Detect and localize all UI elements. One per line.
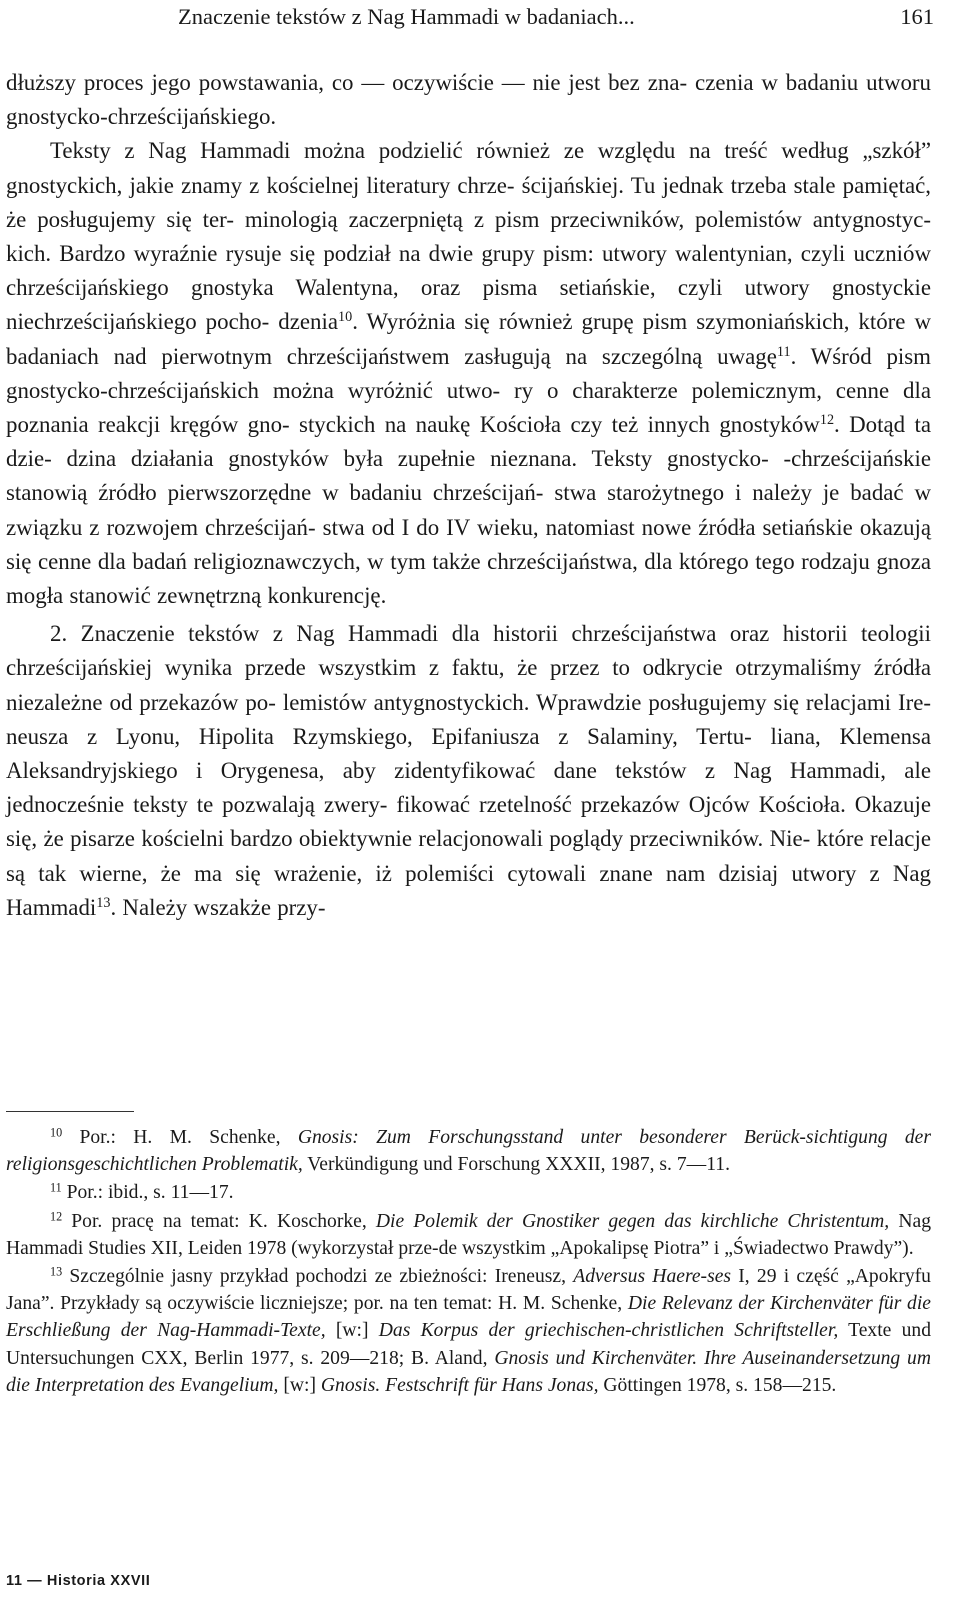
paragraph-2 [6, 134, 931, 613]
text-line: 2. Znaczenie tekstów z Nag Hammadi dla historii chrześcijaństwa [50, 621, 717, 647]
printer-signature: 11 — Historia XXVII [6, 1573, 151, 1589]
text-line: które relacje są tak wierne, że ma się wrażenie, iż polemiści cytowali [6, 826, 931, 886]
text-line: uwagę [717, 343, 777, 369]
footnote-text: I, 29 i część „Apokryfu Jana”. Przykłady są oczywiście liczniejsze; por. na ten temat: H. M. Schenke, [6, 1266, 931, 1315]
page-number: 161 [900, 4, 934, 29]
footnote-12 [6, 1208, 931, 1262]
text-line: ry o charakterze polemicznym, cenne dla poznania reakcji kręgów gno- [6, 377, 931, 438]
footnote-13 [6, 1263, 931, 1399]
text-line: dłuższy proces jego powstawania, co — oczywiście — nie jest bez zna- [6, 70, 688, 95]
text-line: kościelni bardzo obiektywnie relacjonowali poglądy przeciwników. Nie- [141, 826, 811, 852]
footnote-ref-13[interactable]: 13 [96, 895, 111, 912]
footnote-mark: 12 [50, 1208, 63, 1223]
text-line: -chrześcijańskie stanowią źródło pierwszorzędne w badaniu chrześcijań- [6, 446, 931, 506]
footnote-text: Por.: H. M. Schenke, [62, 1127, 298, 1148]
text-line: stwa od I do IV wieku, natomiast nowe źródła setiańskie okazują się [6, 514, 931, 574]
footnote-text: Szczególnie jasny przykład pochodzi ze zbieżności: Ireneusz, [62, 1266, 574, 1288]
text-line: ścijańskiej. Tu jednak trzeba stale pamiętać, że posługujemy się ter- [6, 172, 931, 232]
footnote-mark: 13 [50, 1264, 63, 1279]
text-line: czenia w badaniu utworu gnostycko-chrześcijańskiego. [6, 70, 931, 130]
footnote-title: Die Polemik der Gnostiker gegen das kirchliche Christentum, [375, 1210, 890, 1232]
footnote-title: Adversus Haere-ses [573, 1266, 732, 1288]
text-line: znane nam dzisiaj utwory z Nag Hammadi [6, 860, 932, 920]
footnote-title: Gnosis: Zum Forschungsstand unter besonderer Berück-sichtigung der religionsgeschichtlichen Problematik, [6, 1127, 931, 1176]
text-line: styckich na naukę Kościoła czy też innych gnostyków [299, 412, 820, 438]
footnote-text: Nag Hammadi Studies XII, Leiden 1978 (wykorzystał prze-de wszystkim „Apokalipsę Piotra” i „Świadectwo Prawdy”). [6, 1210, 931, 1259]
text-line: badaniach nad pierwotnym chrześcijaństwem zasługują na szczególną [6, 343, 703, 369]
text-line: kich. Bardzo wyraźnie rysuje się podział na dwie grupy pism: utwory [6, 241, 667, 267]
text-line: fikować rzetelność przekazów Ojców Kościoła. Okazuje się, że pisarze [6, 792, 931, 852]
text-line: Teksty z Nag Hammadi można podzielić również ze względu na treść [50, 138, 768, 164]
footnote-divider [6, 1111, 134, 1112]
text-line: pisma setiańskie, czyli utwory gnostyckie niechrześcijańskiego pocho- [6, 275, 931, 335]
text-line: dzenia [278, 309, 338, 335]
footnote-text: Por.: ibid., s. 11—17. [61, 1182, 234, 1204]
footnote-text: Göttingen 1978, s. 158—215. [598, 1374, 837, 1396]
text-line: neusza z Lyonu, Hipolita Rzymskiego, Epifaniusza z Salaminy, Tertu- [6, 723, 752, 749]
footnote-11 [6, 1179, 931, 1206]
text-line: . Wyróżnia się również grupę pism szymoniańskich, które w [352, 309, 931, 335]
footnote-text: [w:] [278, 1374, 321, 1396]
main-text [6, 66, 931, 925]
text-line: stwa starożytnego i należy je badać w związku z rozwojem chrześcijań- [6, 480, 931, 540]
footnote-text: [w:] [325, 1320, 379, 1342]
paragraph-1 [6, 66, 931, 134]
paragraph-3 [6, 617, 931, 925]
footnote-text: Verkündigung und Forschung XXXII, 1987, s. 7—11. [302, 1154, 730, 1176]
text-line: lemistów antygnostyckich. Wprawdzie posługujemy się relacjami Ire- [282, 689, 931, 715]
running-head [178, 2, 934, 32]
text-line: liana, Klemensa Aleksandryjskiego i Orygenesa, aby zidentyfikować dane [6, 723, 931, 784]
text-line: minologią zaczerpniętą z pism przeciwników, polemistów antygnostyc- [244, 206, 931, 232]
footnote-ref-10[interactable]: 10 [338, 309, 353, 326]
footnote-10 [6, 1124, 931, 1178]
footnote-ref-12[interactable]: 12 [819, 412, 835, 429]
text-line: . Dotąd ta dzie- [6, 412, 931, 472]
footnote-text: Por. pracę na temat: K. Koschorke, [62, 1210, 376, 1232]
footnote-title: Gnosis. Festschrift für Hans Jonas, [320, 1374, 599, 1396]
footnote-ref-11[interactable]: 11 [776, 343, 791, 360]
footnote-title: Die Relevanz der Kirchenväter für die Erschließung der Nag-Hammadi-Texte, [6, 1293, 931, 1342]
text-line: że przez to odkrycie otrzymaliśmy źródła niezależne od przekazów po- [6, 655, 931, 715]
footnote-title: Gnosis und Kirchenväter. Ihre Auseinandersetzung um die Interpretation des Evangelium, [6, 1347, 931, 1396]
footnote-title: Das Korpus der griechischen-christlichen Schriftsteller, [378, 1320, 839, 1342]
footnotes [6, 1124, 931, 1399]
text-line: . Wśród pism gnostycko-chrześcijańskich można wyróżnić utwo- [6, 343, 931, 403]
text-line: tekstów z Nag Hammadi, ale jednocześnie teksty te pozwalają zwery- [6, 758, 931, 818]
text-line: . Należy wszakże przy- [110, 894, 326, 920]
text-line: którego tego rodzaju gnoza mogła stanowić zewnętrzną konkurencję. [6, 548, 931, 609]
footnote-text: Texte und Untersuchungen CXX, Berlin 1977, s. 209—218; B. Aland, [6, 1320, 931, 1369]
running-title: Znaczenie tekstów z Nag Hammadi w badaniach... [178, 4, 635, 29]
text-line: cenne dla badań religioznawczych, w tym także chrześcijaństwa, dla [37, 548, 673, 574]
text-line: dzina działania gnostyków była zupełnie nieznana. Teksty gnostycko- [66, 446, 769, 472]
footnote-mark: 10 [50, 1125, 63, 1140]
footnote-mark: 11 [50, 1180, 62, 1195]
text-line: walentynian, czyli uczniów chrześcijańskiego gnostyka Walentyna, oraz [6, 241, 932, 301]
text-line: oraz historii teologii chrześcijańskiej wynika przede wszystkim z faktu, [6, 621, 931, 681]
text-line: według „szkół” gnostyckich, jakie znamy z kościelnej literatury chrze- [6, 138, 931, 198]
